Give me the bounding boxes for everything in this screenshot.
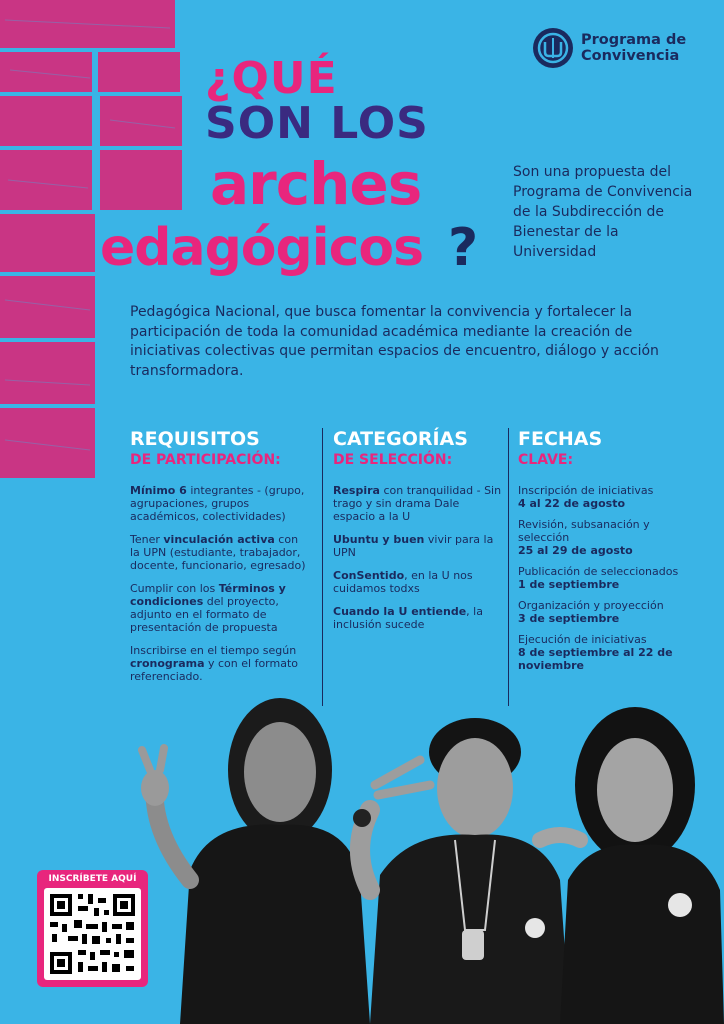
categorias-heading: CATEGORÍAS	[333, 428, 468, 450]
qr-code[interactable]	[44, 888, 141, 980]
logo-line-1: Programa de	[581, 32, 687, 48]
fecha-item: Inscripción de iniciativas 4 al 22 de agosto	[518, 484, 654, 510]
title-line-arches: arches	[210, 150, 422, 218]
fecha-item: Organización y proyección 3 de septiembre	[518, 599, 664, 625]
requisitos-column	[130, 428, 310, 693]
requisito-item: Inscribirse en el tiempo según cronograma y con el formato referenciado.	[130, 644, 298, 683]
fechas-heading: FECHAS	[518, 428, 603, 450]
categoria-item: Ubuntu y buen vivir para la UPN	[333, 533, 494, 559]
title-line-que: ¿QUÉ	[205, 53, 338, 104]
fechas-subheading: CLAVE:	[518, 452, 574, 468]
categorias-column	[333, 428, 503, 641]
fecha-item: Publicación de seleccionados 1 de septiembre	[518, 565, 679, 591]
intro-right-text: Son una propuesta del Programa de Convivencia de la Subdirección de Bienestar de la Universidad	[513, 164, 693, 260]
categoria-item: Respira con tranquilidad - Sin trago y sin drama Dale espacio a la U	[333, 484, 502, 523]
requisitos-subheading: DE PARTICIPACIÓN:	[130, 452, 281, 468]
requisito-item: Mínimo 6 integrantes - (grupo, agrupaciones, grupos académicos, colectividades)	[130, 484, 305, 523]
fecha-item: Ejecución de iniciativas 8 de septiembre al 22 de noviembre	[518, 633, 673, 672]
requisito-item: Cumplir con los Términos y condiciones del proyecto, adjunto en el formato de presentación de propuesta	[130, 582, 286, 634]
students-photo	[120, 690, 724, 1024]
student-left-figure	[141, 698, 370, 1024]
column-divider	[508, 428, 509, 706]
qr-label: INSCRÍBETE AQUÍ	[48, 874, 137, 884]
fechas-column	[518, 428, 698, 680]
qr-registration-card[interactable]	[37, 870, 148, 987]
categoria-item: Cuando la U entiende, la inclusión sucede	[333, 605, 483, 631]
requisito-item: Tener vinculación activa con la UPN (estudiante, trabajador, docente, funcionario, egresado)	[130, 533, 306, 572]
categorias-subheading: DE SELECCIÓN:	[333, 452, 453, 468]
logo-line-2: Convivencia	[581, 48, 680, 64]
title-line-edagogicos: edagógicos	[100, 218, 424, 278]
title-question-mark: ?	[448, 218, 479, 278]
qr-code-icon	[44, 888, 141, 980]
upn-logo-icon	[531, 26, 575, 70]
requisitos-heading: REQUISITOS	[130, 428, 260, 450]
intro-body-text: Pedagógica Nacional, que busca fomentar la convivencia y fortalecer la participación de toda la comunidad académica mediante la creación de iniciativas colectivas que permitan espacios de encuentro, diálogo y acción transformadora.	[130, 304, 659, 379]
title-line-son-los: SON LOS	[205, 98, 429, 149]
programa-convivencia-logo	[531, 26, 686, 70]
student-middle-figure	[353, 718, 570, 1024]
column-divider	[322, 428, 323, 706]
fecha-item: Revisión, subsanación y selección 25 al 29 de agosto	[518, 518, 650, 557]
categoria-item: ConSentido, en la U nos cuidamos todxs	[333, 569, 473, 595]
